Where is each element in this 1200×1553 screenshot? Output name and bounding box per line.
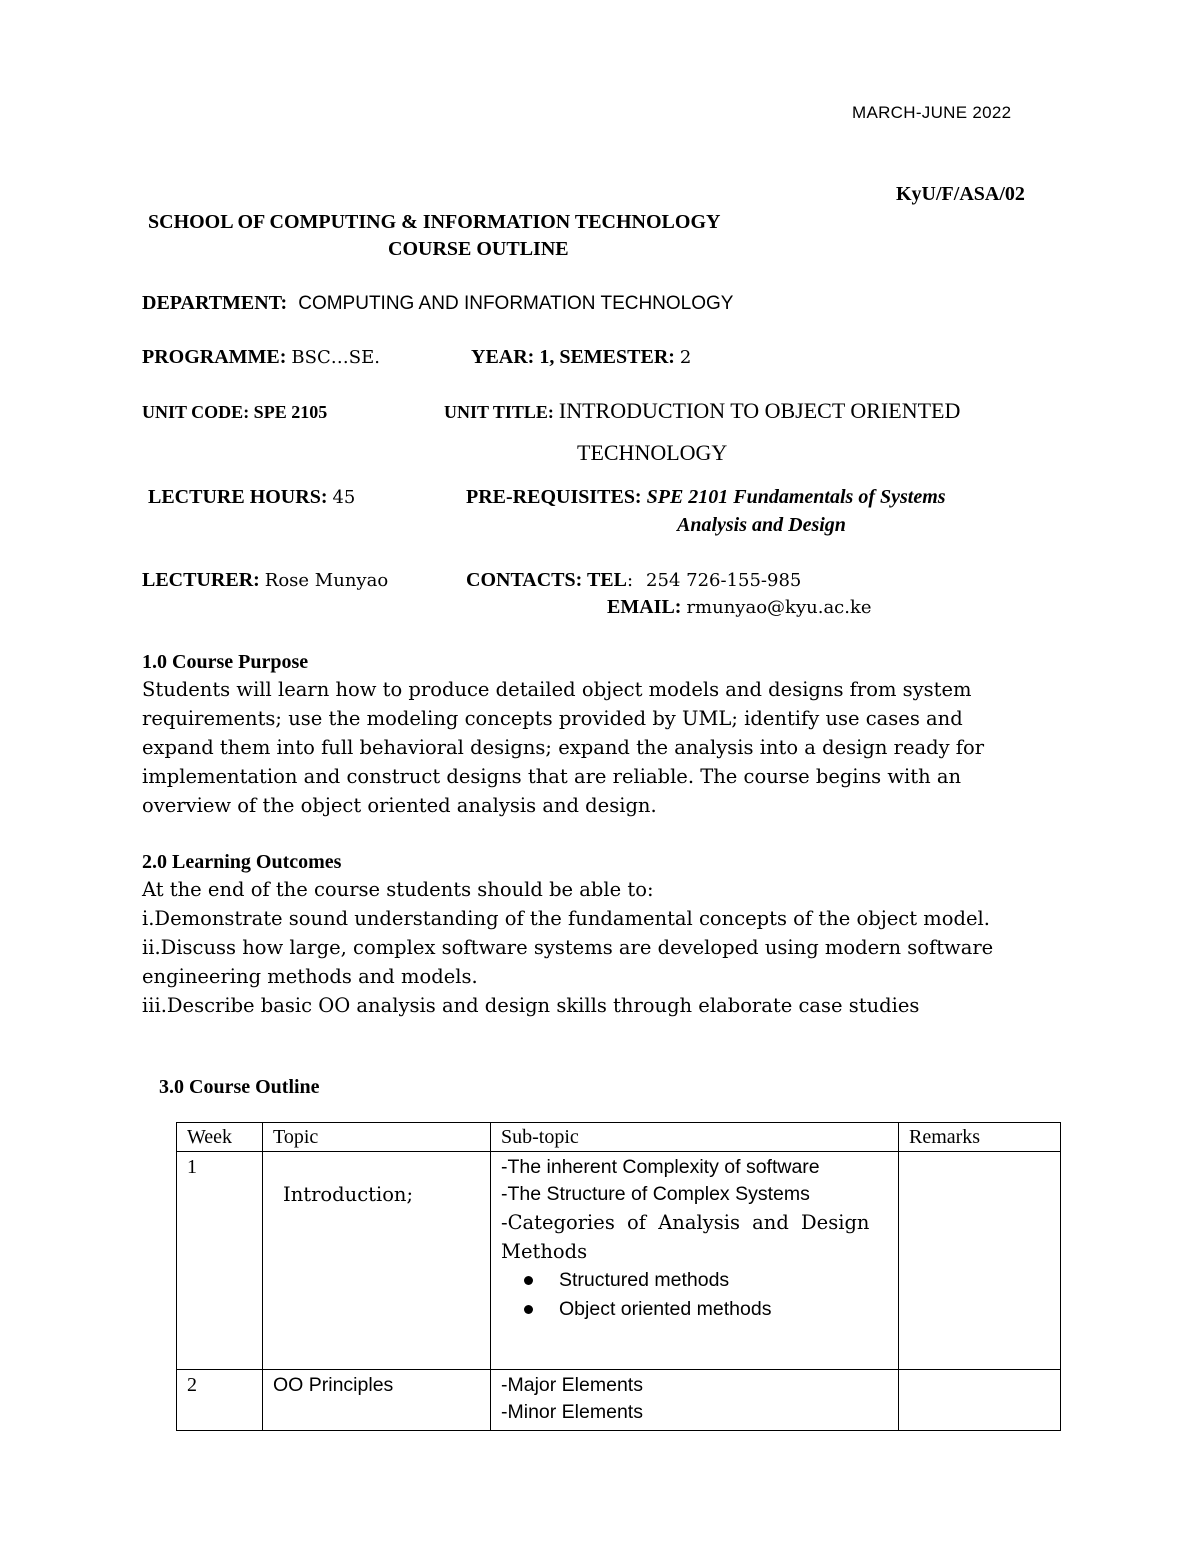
prerequisites-row (466, 486, 946, 509)
lecturer-name: Rose Munyao (264, 570, 389, 591)
unit-code (142, 402, 327, 423)
purpose-line: requirements; use the modeling concepts provided by UML; identify use cases and (142, 707, 963, 730)
unit-title-line2: TECHNOLOGY (577, 440, 728, 465)
lecture-hours-label: LECTURE HOURS: (148, 486, 328, 508)
outcomes-line: ii.Discuss how large, complex software systems are developed using modern software (142, 936, 994, 959)
purpose-heading: 1.0 Course Purpose (142, 651, 309, 673)
lecture-hours-value: 45 (332, 487, 356, 508)
bullet-item (559, 1266, 892, 1295)
outcomes-line: At the end of the course students should be able to: (142, 878, 654, 901)
email-row (607, 596, 872, 619)
unit-title-line1: INTRODUCTION TO OBJECT ORIENTED (558, 398, 961, 423)
prerequisites-label: PRE-REQUISITES: (466, 486, 642, 508)
contacts-colon: : (626, 570, 634, 591)
table-row (177, 1152, 1061, 1370)
semester-value: 2 (679, 347, 692, 368)
topic-cell (263, 1370, 491, 1431)
column-header-remarks: Remarks (899, 1123, 1061, 1152)
contacts-label: CONTACTS: TEL (466, 569, 627, 591)
unit-code-label: UNIT CODE: SPE 2105 (142, 402, 328, 422)
subtopic-item: -Categories of Analysis and Design (501, 1211, 870, 1234)
subtopic-cell (491, 1370, 899, 1431)
remarks-cell (899, 1152, 1061, 1370)
unit-title-label: UNIT TITLE: (444, 402, 554, 422)
lecturer-label: LECTURER: (142, 569, 260, 591)
purpose-line: expand them into full behavioral designs; expand the analysis into a design ready for (142, 736, 985, 759)
bullet-item (559, 1295, 892, 1324)
outline-heading: 3.0 Course Outline (159, 1076, 320, 1098)
email-value: rmunyao@kyu.ac.ke (686, 597, 872, 618)
purpose-line: overview of the object oriented analysis and design. (142, 794, 657, 817)
year-semester-label: YEAR: 1, SEMESTER: (471, 346, 675, 368)
outcomes-line: i.Demonstrate sound understanding of the fundamental concepts of the object model. (142, 907, 990, 930)
tel-value: 254 726-155-985 (646, 570, 802, 591)
form-code: KyU/F/ASA/02 (896, 183, 1025, 205)
table-header-row (177, 1123, 1061, 1152)
topic-text: Introduction; (283, 1183, 414, 1206)
outcomes-line: engineering methods and models. (142, 965, 478, 988)
subtopic-bullet-list (501, 1266, 892, 1324)
header-date: MARCH-JUNE 2022 (852, 103, 1012, 122)
subtopic-item: -Minor Elements (501, 1401, 643, 1423)
document-title: COURSE OUTLINE (388, 238, 569, 260)
column-header-week: Week (177, 1123, 263, 1152)
subtopic-item: -The Structure of Complex Systems (501, 1183, 810, 1205)
lecturer-row (142, 569, 388, 592)
column-header-topic: Topic (263, 1123, 491, 1152)
bullet-icon (524, 1276, 533, 1285)
prerequisites-line2: Analysis and Design (677, 514, 846, 536)
programme-value: BSC…SE. (291, 347, 380, 368)
course-outline-table (176, 1122, 1061, 1431)
week-cell: 2 (177, 1370, 263, 1431)
topic-cell (263, 1152, 491, 1370)
unit-title-row (444, 398, 960, 424)
year-row (471, 346, 691, 369)
programme-label: PROGRAMME: (142, 346, 287, 368)
purpose-paragraph (142, 675, 1042, 820)
bullet-text: Object oriented methods (559, 1298, 772, 1320)
remarks-cell (899, 1370, 1061, 1431)
outcomes-line: iii.Describe basic OO analysis and design skills through elaborate case studies (142, 994, 920, 1017)
outcomes-paragraph (142, 875, 1042, 1020)
contacts-row (466, 569, 801, 592)
department-label: DEPARTMENT: (142, 292, 288, 314)
subtopic-item: -The inherent Complexity of software (501, 1156, 820, 1178)
topic-text: OO Principles (273, 1374, 394, 1396)
programme-row (142, 346, 380, 369)
table-row (177, 1370, 1061, 1431)
subtopic-item: -Major Elements (501, 1374, 643, 1396)
lecture-hours-row (148, 486, 355, 509)
column-header-subtopic: Sub-topic (491, 1123, 899, 1152)
outcomes-heading: 2.0 Learning Outcomes (142, 851, 342, 873)
bullet-text: Structured methods (559, 1269, 730, 1291)
week-cell: 1 (177, 1152, 263, 1370)
email-label: EMAIL: (607, 596, 682, 618)
department-value: COMPUTING AND INFORMATION TECHNOLOGY (298, 293, 734, 314)
purpose-line: implementation and construct designs that are reliable. The course begins with an (142, 765, 962, 788)
bullet-icon (524, 1305, 533, 1314)
department-row (142, 292, 733, 315)
school-title: SCHOOL OF COMPUTING & INFORMATION TECHNOLOGY (148, 211, 721, 233)
purpose-line: Students will learn how to produce detailed object models and designs from system (142, 678, 972, 701)
subtopic-cell (491, 1152, 899, 1370)
subtopic-item: Methods (501, 1240, 588, 1263)
prerequisites-line1: SPE 2101 Fundamentals of Systems (646, 486, 946, 508)
